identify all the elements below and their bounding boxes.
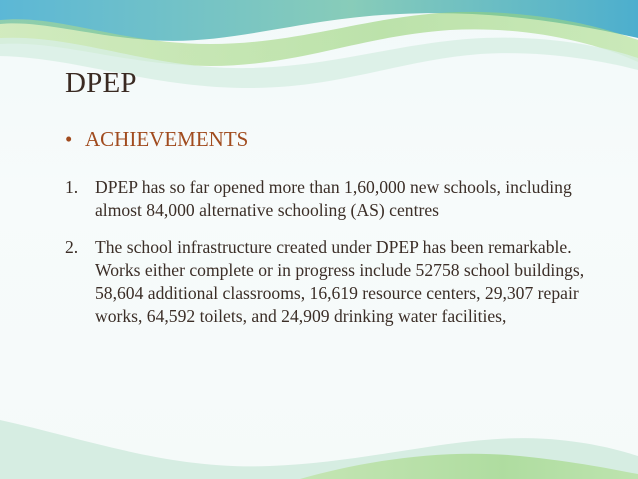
list-item — [65, 236, 585, 328]
list-item-text: DPEP has so far opened more than 1,60,000 new schools, including almost 84,000 alternative schooling (AS) centres — [95, 177, 572, 220]
list-item-number: 2. — [65, 237, 79, 257]
list-item-text: The school infrastructure created under DPEP has been remarkable. Works either complete or in progress include 52758 school buildings, 58,604 additional classrooms, 16,619 resource centers, 29,307 repair works, 64,592 toilets, and 24,909 drinking water facilities, — [95, 237, 585, 326]
list-item — [65, 176, 585, 222]
slide-title: DPEP — [65, 67, 137, 99]
achievements-bullet — [65, 127, 248, 152]
bullet-marker: • — [65, 127, 73, 151]
achievements-heading: ACHIEVEMENTS — [85, 127, 249, 151]
list-item-number: 1. — [65, 177, 79, 197]
achievements-list — [65, 176, 585, 328]
